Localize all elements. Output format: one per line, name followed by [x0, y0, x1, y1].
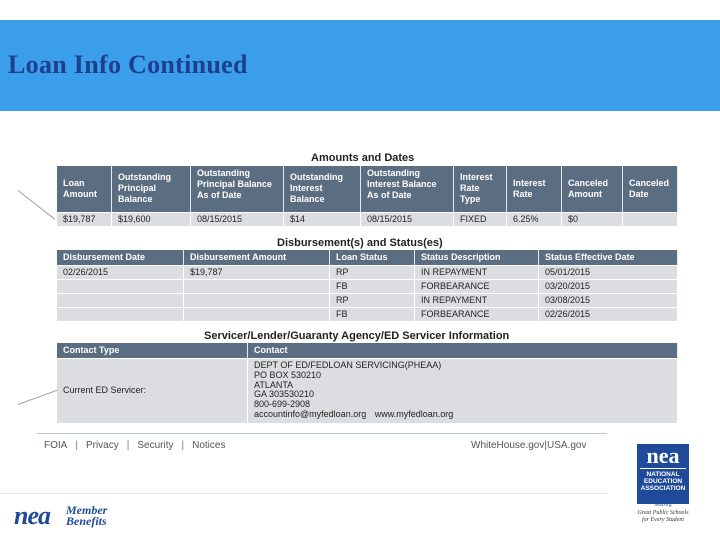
footer-separator: |: [181, 440, 185, 451]
servicer-table: [57, 343, 678, 423]
cell-contact-type: Current ED Servicer:: [57, 359, 248, 423]
table-row: [57, 359, 678, 423]
cell-disbursement-date: [57, 308, 184, 322]
amounts-section-title: Amounts and Dates: [311, 152, 415, 164]
footer-link-foia[interactable]: FOIA: [44, 440, 68, 451]
slide-title: Loan Info Continued: [8, 50, 248, 79]
disbursement-header-row: [57, 250, 678, 266]
contact-line: DEPT OF ED/FEDLOAN SERVICING(PHEAA): [254, 360, 442, 370]
badge-nea-text: nea: [646, 443, 680, 468]
footer-right-links: [471, 440, 586, 451]
header-interest-rate: Interest Rate: [507, 166, 562, 212]
cell-loan-status: FB: [330, 280, 415, 294]
header-loan-status: Loan Status: [330, 250, 415, 266]
table-row: [57, 266, 678, 280]
cell-loan-status: FB: [330, 308, 415, 322]
amounts-table: [57, 166, 678, 226]
cell-outstanding-interest: $14: [284, 212, 361, 226]
table-row: [57, 294, 678, 308]
callout-line-top: [18, 190, 56, 220]
header-outstanding-principal: Outstanding Principal Balance: [112, 166, 191, 212]
badge-org-line: NATIONAL: [646, 471, 680, 478]
nea-logo-icon: nea: [14, 501, 50, 530]
cell-contact: [248, 359, 678, 423]
cell-loan-amount: $19,787: [57, 212, 112, 226]
table-row: [57, 280, 678, 294]
badge-org-text: [637, 470, 689, 493]
header-interest-rate-type: Interest Rate Type: [454, 166, 507, 212]
cell-disbursement-amount: [184, 308, 330, 322]
cell-disbursement-amount: [184, 280, 330, 294]
header-contact: Contact: [248, 343, 678, 359]
footer-link-whitehouse[interactable]: WhiteHouse.gov: [471, 440, 545, 451]
table-row: [57, 212, 678, 226]
cell-status-effective-date: 05/01/2015: [539, 266, 678, 280]
header-status-description: Status Description: [415, 250, 539, 266]
footer-separator: |: [544, 440, 547, 451]
header-canceled-date: Canceled Date: [623, 166, 678, 212]
contact-line: 800-699-2908: [254, 399, 311, 410]
contact-web-line: [254, 410, 671, 420]
cell-status-description: FORBEARANCE: [415, 308, 539, 322]
disbursement-table: [57, 250, 678, 321]
header-principal-as-of: Outstanding Principal Balance As of Date: [191, 166, 284, 212]
header-disbursement-date: Disbursement Date: [57, 250, 184, 266]
cell-interest-rate-type: FIXED: [454, 212, 507, 226]
cell-disbursement-date: 02/26/2015: [57, 266, 184, 280]
badge-tagline: [630, 510, 696, 524]
header-contact-type: Contact Type: [57, 343, 248, 359]
footer-links: [44, 440, 225, 451]
footer-divider: [37, 433, 607, 434]
bottom-divider: [0, 493, 607, 494]
cell-interest-rate: 6.25%: [507, 212, 562, 226]
disbursement-section-title: Disbursement(s) and Status(es): [277, 237, 443, 249]
footer-link-privacy[interactable]: Privacy: [85, 440, 119, 451]
member-benefits-logo: [66, 505, 107, 527]
cell-disbursement-amount: $19,787: [184, 266, 330, 280]
footer-separator: |: [75, 440, 78, 451]
tagline-line: for Every Student: [642, 517, 684, 523]
header-disbursement-amount: Disbursement Amount: [184, 250, 330, 266]
footer-link-security[interactable]: Security: [137, 440, 174, 451]
footer-link-notices[interactable]: Notices: [192, 440, 226, 451]
badge-org-line: ASSOCIATION: [640, 485, 686, 492]
table-row: [57, 308, 678, 322]
cell-status-description: FORBEARANCE: [415, 280, 539, 294]
nea-badge-icon: [637, 444, 689, 504]
cell-disbursement-date: [57, 280, 184, 294]
contact-line: ATLANTA: [254, 379, 294, 390]
cell-loan-status: RP: [330, 294, 415, 308]
cell-status-effective-date: 03/08/2015: [539, 294, 678, 308]
badge-url: nea.org: [654, 502, 672, 508]
cell-principal-as-of: 08/15/2015: [191, 212, 284, 226]
cell-status-effective-date: 02/26/2015: [539, 308, 678, 322]
servicer-header-row: [57, 343, 678, 359]
cell-canceled-amount: $0: [562, 212, 623, 226]
tagline-line: Great Public Schools: [637, 510, 689, 516]
cell-status-description: IN REPAYMENT: [415, 266, 539, 280]
website-link[interactable]: www.myfedloan.org: [374, 408, 454, 419]
header-interest-as-of: Outstanding Interest Balance As of Date: [361, 166, 454, 212]
badge-divider: [640, 468, 686, 469]
cell-status-description: IN REPAYMENT: [415, 294, 539, 308]
header-loan-amount: Loan Amount: [57, 166, 112, 212]
badge-org-line: EDUCATION: [643, 478, 683, 485]
contact-line: PO BOX 530210: [254, 369, 322, 380]
servicer-section-title: Servicer/Lender/Guaranty Agency/ED Servicer Information: [204, 330, 510, 342]
amounts-header-row: [57, 166, 678, 212]
footer-link-usa[interactable]: USA.gov: [546, 440, 587, 451]
footer-separator: |: [126, 440, 130, 451]
benefits-text: Benefits: [66, 514, 107, 528]
cell-disbursement-date: [57, 294, 184, 308]
cell-interest-as-of: 08/15/2015: [361, 212, 454, 226]
email-link[interactable]: accountinfo@myfedloan.org: [254, 408, 367, 419]
header-outstanding-interest: Outstanding Interest Balance: [284, 166, 361, 212]
cell-canceled-date: [623, 212, 678, 226]
header-canceled-amount: Canceled Amount: [562, 166, 623, 212]
member-text: Member: [66, 503, 108, 517]
header-status-effective-date: Status Effective Date: [539, 250, 678, 266]
cell-status-effective-date: 03/20/2015: [539, 280, 678, 294]
cell-disbursement-amount: [184, 294, 330, 308]
cell-loan-status: RP: [330, 266, 415, 280]
callout-line-bottom: [18, 389, 60, 405]
cell-outstanding-principal: $19,600: [112, 212, 191, 226]
contact-line: GA 303530210: [254, 389, 315, 400]
